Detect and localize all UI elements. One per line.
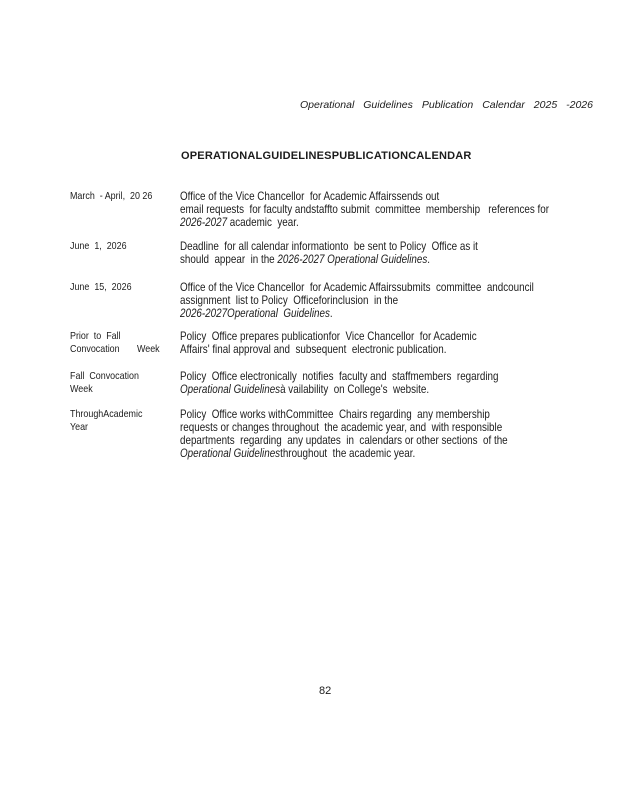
text: requests or changes throughout the academic year, and with responsible <box>180 420 503 434</box>
text: . <box>427 252 431 266</box>
date-cell <box>70 330 164 356</box>
header-word: 2025 <box>533 99 558 111</box>
description-cell <box>180 240 606 266</box>
date-line: Prior to Fall <box>70 330 121 342</box>
text: Office of the Vice Chancellor for Academic Affairssends out <box>180 189 440 203</box>
text: throughout the academic year. <box>280 446 416 460</box>
italic-text: Operational Guidelines <box>180 382 281 396</box>
date-line: ThroughAcademic <box>70 408 143 420</box>
italic-text: Operational Guidelines <box>180 446 281 460</box>
header-word: Operational <box>300 99 355 111</box>
text: assignment list to Policy Officeforinclusion in the <box>180 293 399 307</box>
body-line <box>180 343 606 356</box>
header-word: Guidelines <box>363 99 413 111</box>
date-cell <box>70 370 164 396</box>
date-line: Convocation Week <box>70 343 160 355</box>
body-line <box>180 216 606 229</box>
date-line: Year <box>70 421 89 433</box>
text: Deadline for all calendar informationto be sent to Policy Office as it <box>180 239 478 253</box>
date-cell <box>70 190 164 203</box>
body-line <box>180 307 606 320</box>
body-line <box>180 253 606 266</box>
description-cell <box>180 408 606 460</box>
header-word: Publication <box>421 99 474 111</box>
text: Affairs' final approval and subsequent electronic publication. <box>180 342 447 356</box>
text: à vailability on College's website. <box>280 382 430 396</box>
header-word: -2026 <box>566 99 593 111</box>
date-line: Fall Convocation <box>70 370 139 382</box>
date-cell <box>70 408 164 434</box>
text: Policy Office works withCommittee Chairs regarding any membership <box>180 407 490 421</box>
date-line: March - April, 20 26 <box>70 190 153 202</box>
title-word: CALENDAR <box>408 150 472 162</box>
italic-text: 2026-2027 Operational Guidelines <box>277 252 428 266</box>
description-cell <box>180 281 606 320</box>
text: Policy Office prepares publicationfor Vice Chancellor for Academic <box>180 329 477 343</box>
text: should appear in the <box>180 252 278 266</box>
description-cell <box>180 190 606 229</box>
text: . <box>329 306 333 320</box>
text: departments regarding any updates in calendars or other sections of the <box>180 433 508 447</box>
header-word: Calendar <box>482 99 525 111</box>
body-line <box>180 447 606 460</box>
date-cell <box>70 281 164 294</box>
text: email requests for faculty andstaffto submit committee membership references for <box>180 202 549 216</box>
body-line <box>180 383 606 396</box>
italic-text: 2026-2027Operational Guidelines <box>180 306 330 320</box>
date-cell <box>70 240 164 253</box>
description-cell <box>180 370 606 396</box>
title-word: GUIDELINES <box>262 150 332 162</box>
date-line: June 15, 2026 <box>70 281 132 293</box>
date-line: Week <box>70 383 93 395</box>
italic-text: 2026-2027 <box>180 215 228 229</box>
description-cell <box>180 330 606 356</box>
date-line: June 1, 2026 <box>70 240 127 252</box>
page-number: 82 <box>319 685 332 697</box>
title-word: PUBLICATION <box>331 150 409 162</box>
text: Office of the Vice Chancellor for Academic Affairssubmits committee andcouncil <box>180 280 534 294</box>
text: academic year. <box>227 215 299 229</box>
text: Policy Office electronically notifies faculty and staffmembers regarding <box>180 369 499 383</box>
title-word: OPERATIONAL <box>181 150 263 162</box>
